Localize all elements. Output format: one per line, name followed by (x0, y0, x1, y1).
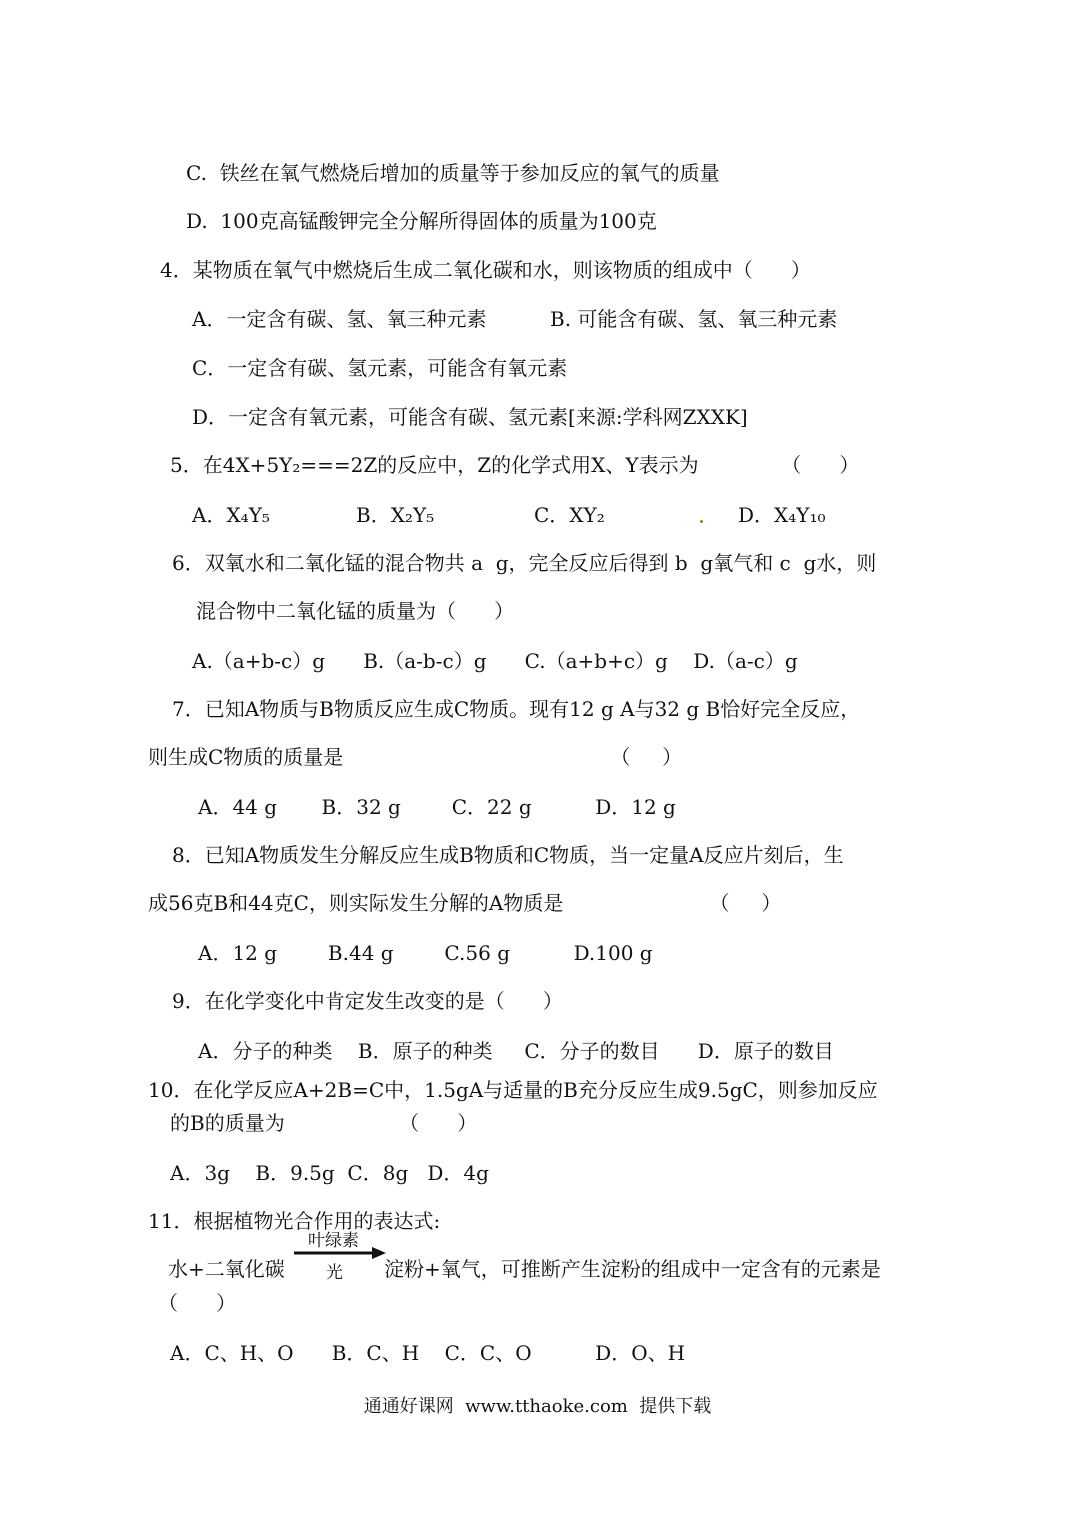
question-5: 5．在4X+5Y₂===2Z的反应中，Z的化学式用X、Y表示为 （ ） (170, 453, 860, 477)
question-10-options: A．3g B．9.5g C．8g D．4g (170, 1161, 489, 1185)
question-10-line-2: 的B的质量为 （ ） (170, 1111, 478, 1135)
question-6-options: A.（a+b-c）g B.（a-b-c）g C.（a+b+c）g D.（a-c）g (192, 649, 798, 673)
arrow-top-label: 叶绿素 (308, 1231, 359, 1251)
reaction-arrow (294, 1226, 384, 1286)
question-7: 7．已知A物质与B物质反应生成C物质。现有12 g A与32 g B恰好完全反应， (172, 697, 861, 721)
footer-credit: 通通好课网 www.tthaoke.com 提供下载 (363, 1396, 712, 1417)
question-7-line-2: 则生成C物质的质量是 （ ） (148, 745, 683, 769)
question-9: 9．在化学变化中肯定发生改变的是（ ） (172, 989, 563, 1013)
question-7-options: A．44 g B．32 g C．22 g D．12 g (198, 795, 676, 819)
question-11-paren: （ ） (158, 1291, 237, 1315)
question-4-option-c: C．一定含有碳、氢元素，可能含有氧元素 (192, 356, 568, 380)
question-11-equation-left: 水+二氧化碳 (168, 1257, 285, 1281)
question-5-option-c: C．XY₂ (534, 503, 605, 527)
question-8-options: A．12 g B.44 g C.56 g D.100 g (198, 941, 653, 965)
question-8: 8．已知A物质发生分解反应生成B物质和C物质，当一定量A反应片刻后，生 (172, 843, 844, 867)
question-11-options: A．C、H、O B．C、H C．C、O D．O、H (170, 1341, 686, 1365)
question-6: 6．双氧水和二氧化锰的混合物共 a g，完全反应后得到 b g氧气和 c g水，则 (172, 551, 877, 575)
question-10: 10．在化学反应A+2B=C中，1.5gA与适量的B充分反应生成9.5gC，则参加反应 (148, 1078, 878, 1102)
arrow-bottom-label: 光 (326, 1263, 343, 1283)
question-5-option-b: B．X₂Y₅ (356, 503, 435, 527)
question-6-line-2: 混合物中二氧化锰的质量为（ ） (196, 599, 515, 623)
question-4-option-d: D．一定含有氧元素，可能含有碳、氢元素[来源:学科网ZXXK] (192, 405, 748, 429)
question-8-line-2: 成56克B和44克C，则实际发生分解的A物质是 （ ） (148, 891, 782, 915)
stray-dot (700, 520, 703, 523)
question-11-equation-right: 淀粉+氧气，可推断产生淀粉的组成中一定含有的元素是 (384, 1257, 881, 1281)
option-3d: D. 100克高锰酸钾完全分解所得固体的质量为100克 (186, 209, 657, 233)
question-11: 11．根据植物光合作用的表达式: (148, 1209, 441, 1233)
question-5-option-d: D．X₄Y₁₀ (738, 503, 826, 527)
question-4: 4．某物质在氧气中燃烧后生成二氧化碳和水，则该物质的组成中（ ） (160, 258, 811, 282)
question-5-option-a: A．X₄Y₅ (192, 503, 270, 527)
question-4-options-ab: A．一定含有碳、氢、氧三种元素 B. 可能含有碳、氢、氧三种元素 (192, 307, 838, 331)
question-9-options: A．分子的种类 B．原子的种类 C．分子的数目 D．原子的数目 (198, 1039, 834, 1063)
option-3c: C. 铁丝在氧气燃烧后增加的质量等于参加反应的氧气的质量 (186, 161, 720, 185)
